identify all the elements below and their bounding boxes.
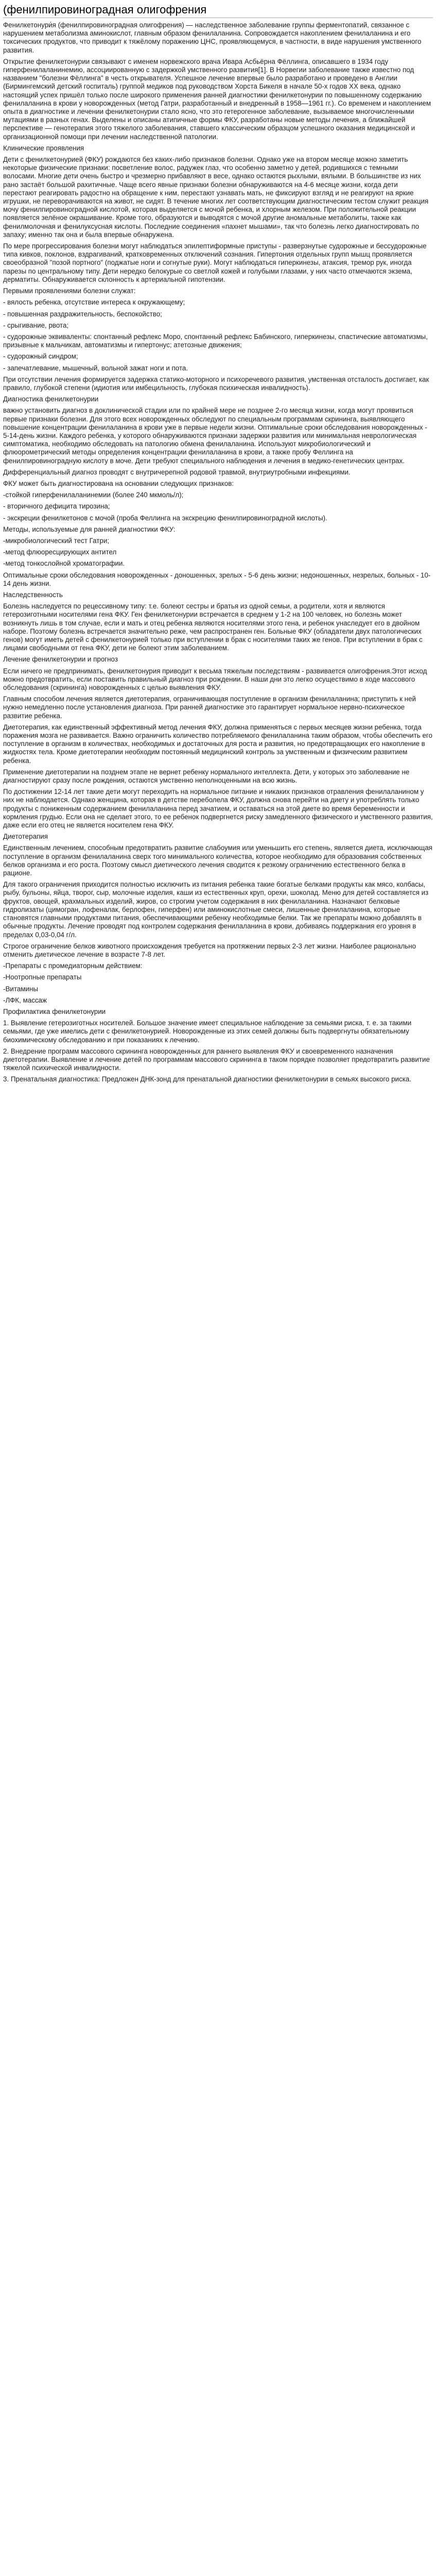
paragraph-methods-0: Методы, используемые для ранней диагностики ФКУ: (3, 525, 176, 533)
paragraph-hered-heading-0: Наследственность (3, 590, 63, 599)
paragraph-treat3-0: Диетотерапия, как единственный эффективный метод лечения ФКУ, должна применяться с первых месяцев жизни ребенка, тогда поражения мозга не развивается. Важно ограничить количество потребляемого фенилаланина таким образом, чтобы обеспечить его поступление в организм в количествах, необходимых и достаточных для роста и развития, но предотвращающих его накопление в жидкостях тела. Кроме диетотерапии необходим постоянный медицинский контроль за умственным и физическим развитием ребенка. (3, 723, 432, 765)
section-history (3, 58, 433, 141)
paragraph-diet-heading-0: Диетотерапия (3, 833, 48, 841)
paragraph-diet1-0: Единственным лечением, способным предотвратить развитие слабоумия или уменьшить его степень, является диета, исключающая поступление в организм фенилаланина сверх того минимального количества, которое необходимо для образования собственных белков организма и его роста. Поэтому смысл диетического лечения сводится к резкому ограничению естественного белка в рационе. (3, 844, 433, 877)
section-intro (3, 21, 433, 55)
paragraph-preps-3: -ЛФК, массаж (3, 996, 47, 1004)
paragraph-intro-0: Фенилкетонури́я (фенилпировиноградная олигофрения) — наследственное заболевание группы ферментопатий, связанное с нарушением метаболизма аминокислот, главным образом фенилаланина. Сопровождается накоплением фенилаланина и его токсических продуктов, что приводит к тяжёлому поражению ЦНС, проявляющемуся, в частности, в виде нарушения умственного развития. (3, 21, 422, 54)
section-clinic-heading (3, 144, 433, 152)
paragraph-preps-0: -Препараты с промедиаторным действием: (3, 962, 143, 970)
section-preps (3, 962, 433, 1005)
section-treat1 (3, 667, 433, 692)
section-prof-heading (3, 1008, 433, 1016)
section-diet-heading (3, 833, 433, 841)
article-content (3, 21, 433, 1084)
section-untreated (3, 376, 433, 392)
paragraph-diffdiag-0: Дифференциальный диагноз проводят с внутричерепной родовой травмой, внутриутробными инфекциями. (3, 468, 351, 476)
paragraph-treat1-0: Если ничего не предпринимать, фенилкетонурия приводит к весьма тяжелым последствиям - развивается олигофрения.Этот исход можно предотвратить, если поставить правильный диагноз при рождении. В наши дни это легко осуществимо в ходе массового обследования (скрининга) новорожденных с целью выявления ФКУ. (3, 667, 427, 692)
paragraph-methods-3: -метод тонкослойной хроматографии. (3, 560, 125, 568)
section-treat2 (3, 695, 433, 720)
section-treat-heading (3, 655, 433, 664)
paragraph-diet3-0: Строгое ограничение белков животного происхождения требуется на протяжении первых 2-3 лет жизни. Наиболее рационально отменить диетическое лечение в возрасте 7-8 лет. (3, 942, 416, 958)
article (0, 0, 436, 1092)
section-methods (3, 526, 433, 568)
paragraph-prof-2: 3. Пренатальная диагностика: Предложен ДНК-зонд для пренатальной диагностики фенилкетонурии в семьях высокого риска. (3, 1075, 412, 1083)
paragraph-diag-0: важно установить диагноз в доклинической стадии или по крайней мере не позднее 2-го месяца жизни, когда могут проявиться первые признаки болезни. Для этого всех новорожденных обследуют по специальным программам скрининга, выявляющего повышение концентрации фенилаланина в крови уже в первые недели жизни. Оптимальные сроки обследования новорожденных - 5-14-день жизни. Каждого ребенка, у которого обнаруживаются признаки задержки развития или минимальная неврологическая симптоматика, необходимо обследовать на патологию обмена фенилаланина. Используют микробиологический и флюорометрический методы определения концентрации фенилаланина в крови, а также пробу Феллинга на фенилпировиноградную кислоту в моче. Дети требуют специального наблюдения и лечения в медико-генетических центрах. (3, 406, 427, 465)
paragraph-treat5-0: По достижении 12-14 лет такие дети могут переходить на нормальное питание и никаких признаков отравления фенилаланином у них не наблюдается. Однако женщина, которая в детстве переболела ФКУ, должна снова перейти на диету и употреблять только продукты с пониженным содержанием фенилаланина перед зачатием, и оставаться на этой диете во время беременности и кормления грудью. Если она не сделает этого, то ее ребенок подвергнется риску замедленного физического и умственного развития, даже если его отец не является носителем гена ФКУ. (3, 788, 433, 829)
paragraph-methods-1: -микробиологический тест Гатри; (3, 536, 110, 545)
section-diag-heading (3, 395, 433, 403)
section-treat4 (3, 768, 433, 785)
paragraph-preps-2: -Витамины (3, 985, 39, 993)
paragraph-firstsigns-1: - вялость ребенка, отсутствие интереса к окружающему; (3, 298, 185, 307)
page-title: (фенилпировиноградная олигофрения (3, 3, 433, 18)
paragraph-hered-0: Болезнь наследуется по рецессивному типу: т.е. болеют сестры и братья из одной семьи, а родители, хотя и являются гетерозиготными носителями гена ФКУ. Ген фенилкетонурии встречается в среднем у 1-2 на 100 человек, но болезнь может возникнуть лишь в том случае, если и мать и отец ребенка являются носителями этого гена, и ребенок унаследует его в двойном наборе. Поэтому болезнь встречается значительно реже, чем распространен ген. Больные ФКУ (обладатели двух патологических генов) могут иметь детей с фенилкетонурией только при вступлении в брак с носителями таких же генов. При вступлении в брак с лицами свободными от гена ФКУ, дети не болеют этим заболеванием. (3, 602, 423, 652)
section-diag (3, 406, 433, 465)
section-hered (3, 602, 433, 652)
section-firstsigns (3, 287, 433, 372)
paragraph-firstsigns-0: Первыми проявлениями болезни служат: (3, 287, 136, 295)
paragraph-treat2-0: Главным способом лечения является диетотерапия, ограничивающая поступление в организм фенилаланина; приступить к ней нужно немедленно после установления диагноза. При ранней диагностике это гарантирует нормальное нервно-психическое развитие ребенка. (3, 695, 416, 720)
section-optimal (3, 571, 433, 588)
paragraph-firstsigns-6: - запечатлевание, мышечный, вольной зажат ноги и пота. (3, 364, 188, 372)
section-prof (3, 1019, 433, 1083)
section-diet2 (3, 880, 433, 939)
paragraph-firstsigns-5: - судорожный синдром; (3, 352, 78, 361)
section-diet3 (3, 942, 433, 959)
paragraph-diag-heading-0: Диагностика фенилкетонурии (3, 395, 99, 403)
section-signs (3, 480, 433, 522)
paragraph-diet2-0: Для такого ограничения приходится полностью исключить из питания ребенка такие богатые белками продукты как мясо, колбасы, рыбу, бульоны, яйца, творог, сыр, молочные изделия, каши из естественных круп, орехи, шоколад. Меню для детей составляется из фруктов, овощей, крахмальных изделий, жиров, со строгим учетом содержания в них фенилаланина. Назначают белковые гидролизаты (цимогран, лофеналак, берлофен, гиперфен) или аминокислотные смеси, лишенные фенилаланина, которые становятся главными продуктами питания, обеспечивающими ребенку необходимые белки. Так же препараты можно добавлять в обычные продукты. Лечение проводят под контролем содержания фенилаланина в крови, добиваясь поддержания его уровня в пределах 0,03-0,04 г/л. (3, 880, 429, 939)
paragraph-signs-1: -стойкой гиперфенилаланинемии (более 240 мкмоль/л); (3, 491, 184, 499)
paragraph-history-0: Открытие фенилкетонурии связывают с именем норвежского врача Ивара Асбьёрна Фёллинга, описавшего в 1934 году гиперфенилаланинемию, ассоциированную с задержкой умственного развития[1]. В Норвегии заболевание также известно под названием "болезни Фёллинга" в честь открывателя. Успешное лечение впервые было разработано и проведено в Англии (Бирмингемский детский госпиталь) группой медиков под руководством Хорста Бикеля в начале 50-х годов XX века, однако настоящий успех пришёл только после широкого применения ранней диагностики фенилкетонурии по повышенному содержанию фенилаланина в крови у новорожденных (метод Гатри, разработанный и внедренный в 1958—1961 гг.). Со временем и накоплением опыта в диагностике и лечении фенилкетонурии стало ясно, что это гетерогенное заболевание, вызываемое многочисленными мутациями в разных генах. Выделены и описаны атипичные формы ФКУ, разработаны новые методы лечения, а ближайшей перспективе — генотерапия этого тяжелого заболевания, ставшего классическим образцом успешного оказания медицинской и организационной помощи при лечении наследственной патологии. (3, 57, 431, 141)
paragraph-clinic-0: Дети с фенилкетонурией (ФКУ) рождаются без каких-либо признаков болезни. Однако уже на втором месяце можно заметить некоторые физические признаки: посветление волос, радужек глаз, что особенно заметно у детей, родившихся с темными волосами. Многие дети очень быстро и чрезмерно прибавляют в весе, однако остаются рыхлыми, вялыми. В большинстве из них рано застаёт большой рахитичные. Чаще всего явные признаки болезни обнаруживаются на 4-6 месяце жизни, когда дети перестают реагировать радостно на обращение к ним, перестают узнавать мать, не фиксируют взгляд и не реагируют на яркие игрушки, не переворачиваются на живот, не сидят. В течение многих лет соответствующим диагностическим тестом служит реакция мочу фенилпировиноградной кислотой, которая выделяется с мочой ребенка, и хлорным железом. При положительной реакции появляется зелёное окрашивание. Кроме того, образуются и выводятся с мочой другие аномальные метаболиты, также как фенилмолочная и фенилуксусная кислоты. Последние соединения «пахнет мышами», так что болезнь легко диагностировать по запаху; именно так она и была впервые обнаружена. (3, 156, 429, 239)
paragraph-prof-0: 1. Выявление гетерозиготных носителей. Большое значение имеет специальное наблюдение за семьями риска, т. е. за такими семьями, где уже имелись дети с фенилкетонурией. Новорожденные из этих семей должны быть подвергнуты обязательному биохимическому обследованию и при показаниях к лечению. (3, 1019, 412, 1044)
paragraph-optimal-0: Оптимальные сроки обследования новорожденных - доношенных, зрелых - 5-6 день жизни; недоношенных, незрелых, больных - 10-14 день жизни. (3, 571, 431, 587)
paragraph-untreated-0: При отсутствии лечения формируется задержка статико-моторного и психоречевого развития, умственная отсталость достигает, как правило, глубокой степени (идиотия или имбецильность, глубокая психическая инвалидность). (3, 375, 429, 392)
section-diffdiag (3, 468, 433, 477)
paragraph-treat-heading-0: Лечение фенилкетонурии и прогноз (3, 655, 118, 664)
section-hered-heading (3, 591, 433, 599)
section-diet1 (3, 844, 433, 877)
section-treat5 (3, 788, 433, 829)
paragraph-signs-3: - экскреции фенилкетонов с мочой (проба Феллинга на экскрецию фенилпировиноградной кислоты). (3, 514, 327, 522)
paragraph-firstsigns-2: - повышенная раздражительность, беспокойство; (3, 310, 162, 318)
paragraph-signs-0: ФКУ может быть диагностирована на основании следующих признаков: (3, 479, 234, 487)
paragraph-prof-heading-0: Профилактика фенилкетонурии (3, 1007, 106, 1015)
paragraph-signs-2: - вторичного дефицита тирозина; (3, 502, 110, 511)
section-clinic (3, 156, 433, 239)
paragraph-firstsigns-4: - судорожные эквиваленты: спонтанный рефлекс Моро, спонтанный рефлекс Бабинского, гиперкинезы, спастические автоматизмы, призывные к мальчикам, автоматизмы и гипертонус; атетозные движения; (3, 332, 428, 349)
paragraph-treat4-0: Применение диетотерапии на позднем этапе не вернет ребенку нормального интеллекта. Дети, у которых это заболевание не диагностируют сразу после рождения, остаются умственно неполноценными на всю жизнь. (3, 768, 410, 785)
paragraph-progression-0: По мере прогрессирования болезни могут наблюдаться эпилептиформные приступы - разверзнутые судорожные и бессудорожные типа кивков, поклонов, вздрагиваний, кратковременных отключений сознания. Гипертония отдельных групп мышц проявляется своеобразной "позой портного" (поджатые ноги и согнутые руки). Могут наблюдаться гиперкинезы, атаксия, тремор рук, иногда парезы по центральному типу. Дети нередко белокурые со светлой кожей и голубыми глазами, у них часто отмечаются экзема, дерматиты. Обнаруживается склонность к артериальной гипотензии. (3, 242, 427, 283)
paragraph-clinic-heading-0: Клинические проявления (3, 144, 84, 152)
paragraph-preps-1: -Ноотропные препараты (3, 973, 82, 981)
paragraph-methods-2: -метод флюоресцирующих антител (3, 548, 117, 556)
section-treat3 (3, 723, 433, 765)
paragraph-firstsigns-3: - срыгивание, рвота; (3, 321, 69, 329)
section-progression (3, 242, 433, 284)
paragraph-prof-1: 2. Внедрение программ массового скрининга новорожденных для раннего выявления ФКУ и своевременного назначения диетотерапии. Выявление и лечение детей по программам массового скрининга в таком порядке позволяет предотвратить развитие тяжелой психической инвалидности. (3, 1047, 430, 1072)
